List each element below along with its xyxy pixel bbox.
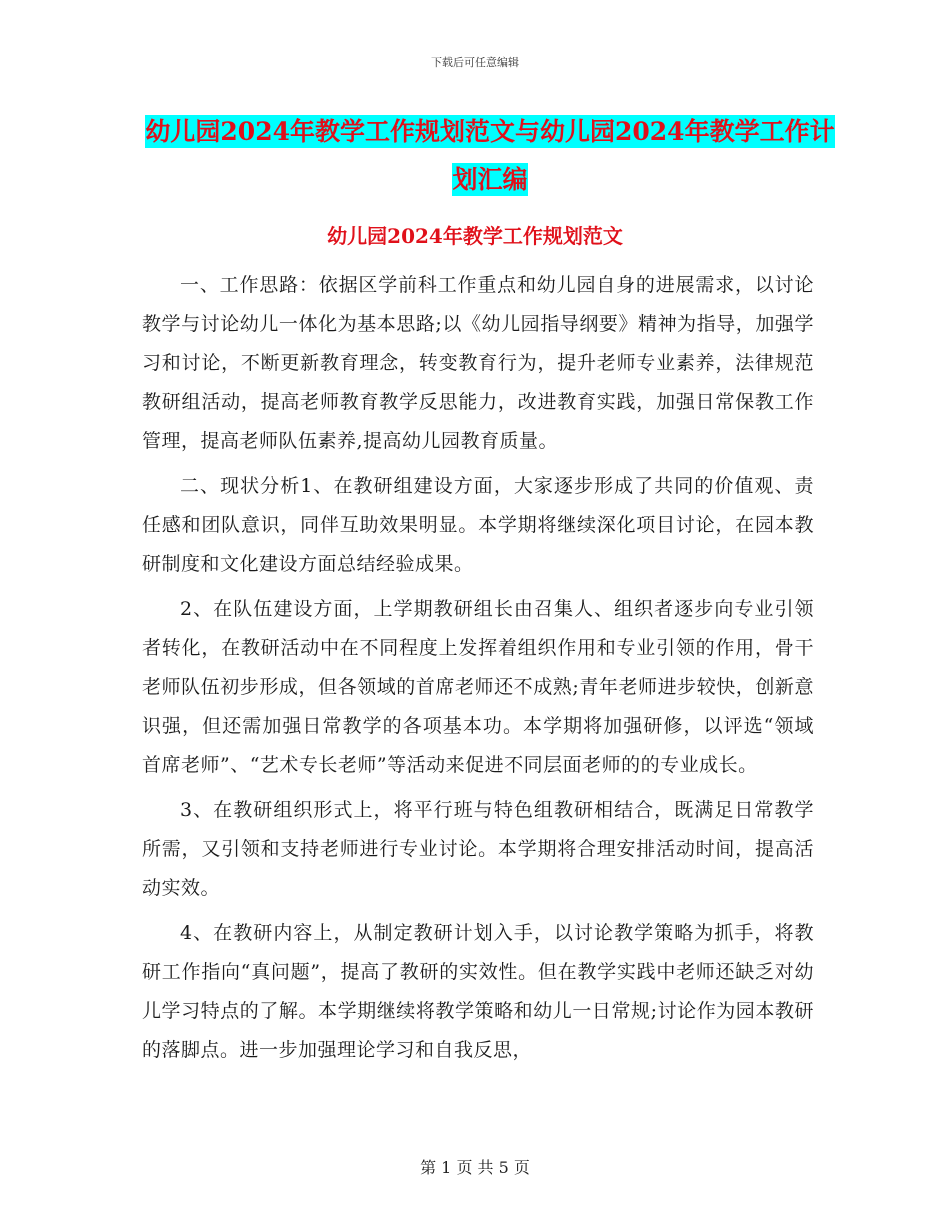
paragraph-2: 二、现状分析1、在教研组建设方面，大家逐步形成了共同的价值观、责任感和团队意识，同伴互助效果明显。本学期将继续深化项目讨论，在园本教研制度和文化建设方面总结经验成果。 [142, 475, 814, 575]
page-number: 第 1 页 共 5 页 [420, 1158, 530, 1177]
paragraph-3: 2、在队伍建设方面，上学期教研组长由召集人、组织者逐步向专业引领者转化，在教研活动中在不同程度上发挥着组织作用和专业引领的作用，骨干老师队伍初步形成，但各领域的首席老师还不成熟;青年老师进步较快，创新意识强，但还需加强日常教学的各项基本功。本学期将加强研修，以评选“领域首席老师”、“艺术专长老师”等活动来促进不同层面老师的的专业成长。 [142, 598, 814, 776]
page-header-note: 下载后可任意编辑 [431, 56, 519, 69]
document-title [140, 108, 840, 204]
document-title-text: 幼儿园2024年教学工作规划范文与幼儿园2024年教学工作计划汇编 [145, 117, 835, 194]
document-body [142, 266, 814, 1076]
paragraph-1: 一、工作思路：依据区学前科工作重点和幼儿园自身的进展需求，以讨论教学与讨论幼儿一体化为基本思路;以《幼儿园指导纲要》精神为指导，加强学习和讨论，不断更新教育理念，转变教育行为，提升老师专业素养，法律规范教研组活动，提高老师教育教学反思能力，改进教育实践，加强日常保教工作管理，提高老师队伍素养,提高幼儿园教育质量。 [142, 274, 814, 452]
paragraph-4: 3、在教研组织形式上，将平行班与特色组教研相结合，既满足日常教学所需，又引领和支持老师进行专业讨论。本学期将合理安排活动时间，提高活动实效。 [142, 799, 814, 899]
section-title: 幼儿园2024年教学工作规划范文 [327, 224, 623, 248]
paragraph-5: 4、在教研内容上，从制定教研计划入手，以讨论教学策略为抓手，将教研工作指向“真问题”，提高了教研的实效性。但在教学实践中老师还缺乏对幼儿学习特点的了解。本学期继续将教学策略和幼儿一日常规;讨论作为园本教研的落脚点。进一步加强理论学习和自我反思， [142, 922, 814, 1061]
